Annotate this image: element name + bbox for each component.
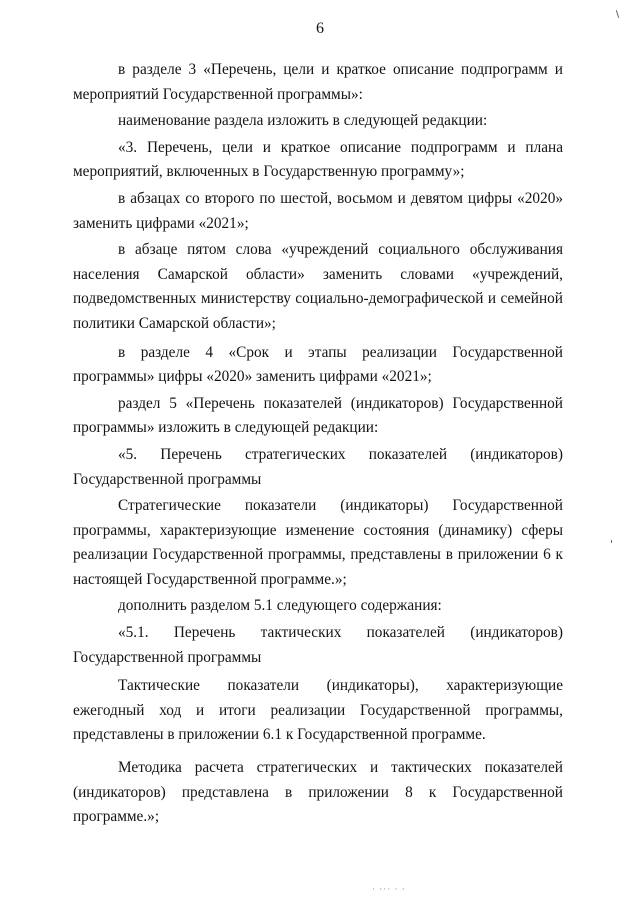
paragraph: в разделе 3 «Перечень, цели и краткое описание подпрограмм и мероприятий Государственной программы»: (73, 61, 563, 103)
paragraph: в абзаце пятом слова «учреждений социального обслуживания населения Самарской области» заменить словами «учреждений, подведомственных министерству социально-демографической и семейной политики Самарской области»; (73, 241, 563, 332)
paragraph: Методика расчета стратегических и тактических показателей (индикаторов) представлена в приложении 8 к Государственной программе.»; (73, 759, 563, 826)
page-number: 6 (316, 20, 324, 37)
paragraph: дополнить разделом 5.1 следующего содержания: (118, 597, 442, 615)
document-body (73, 58, 563, 830)
paragraph: «3. Перечень, цели и краткое описание подпрограмм и плана мероприятий, включенных в Государственную программу»; (73, 138, 563, 181)
paragraph: раздел 5 «Перечень показателей (индикаторов) Государственной программы» изложить в следующей редакции: (73, 394, 563, 437)
paragraph: наименование раздела изложить в следующей редакции: (118, 112, 488, 130)
scan-noise: · ··· · · (372, 884, 406, 894)
paragraph: «5.1. Перечень тактических показателей (индикаторов) Государственной программы (73, 624, 563, 666)
scan-mark (616, 10, 619, 18)
paragraph: в разделе 4 «Срок и этапы реализации Государственной программы» цифры «2020» заменить цифрами «2021»; (73, 343, 563, 386)
paragraph: «5. Перечень стратегических показателей (индикаторов) Государственной программы (73, 445, 563, 488)
paragraph: Стратегические показатели (индикаторы) Государственной программы, характеризующие изменение состояния (динамику) сферы реализации Государственной программы, представлены в приложении 6 к настоящей Государственной программе.»; (73, 497, 563, 588)
paragraph: Тактические показатели (индикаторы), характеризующие ежегодный ход и итоги реализации Государственной программы, представлены в приложении 6.1 к Государственной программе. (73, 677, 563, 744)
paragraph: в абзацах со второго по шестой, восьмом и девятом цифры «2020» заменить цифрами «2021»; (73, 189, 563, 232)
scan-mark (611, 540, 612, 543)
